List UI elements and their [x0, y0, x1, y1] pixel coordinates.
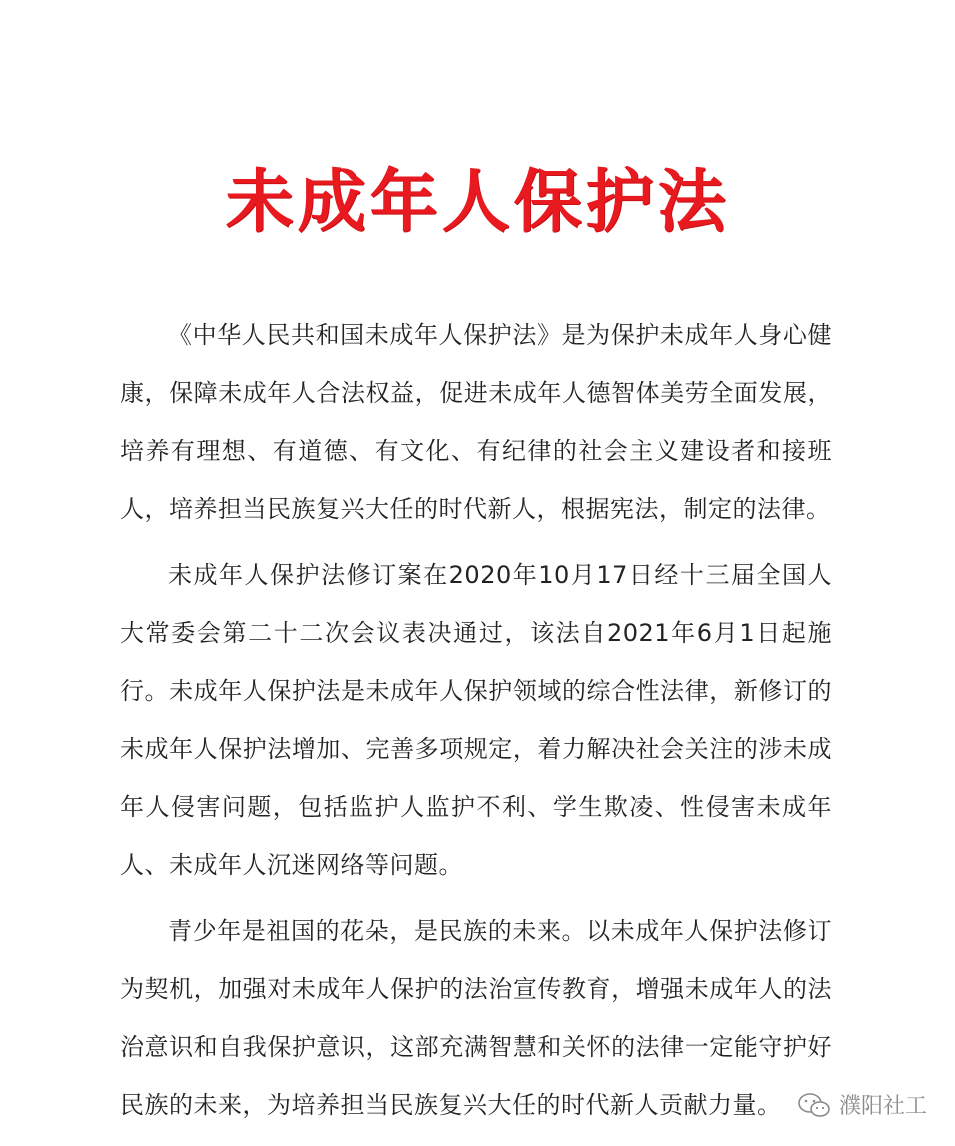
paragraph-intro: 《中华人民共和国未成年人保护法》是为保护未成年人身心健康，保障未成年人合法权益，促进未成年人德智体美劳全面发展，培养有理想、有道德、有文化、有纪律的社会主义建设者和接班人，培养担当民族复兴大任的时代新人，根据宪法，制定的法律。 [120, 321, 832, 523]
wechat-icon [797, 1092, 831, 1118]
article-body [120, 306, 832, 1142]
page-title: 未成年人保护法 [225, 163, 730, 242]
paragraph-conclusion: 青少年是祖国的花朵，是民族的未来。以未成年人保护法修订为契机，加强对未成年人保护的法治宣传教育，增强未成年人的法治意识和自我保护意识，这部充满智慧和关怀的法律一定能守护好民族的未来，为培养担当民族复兴大任的时代新人贡献力量。 [120, 917, 832, 1119]
watermark [797, 1089, 927, 1120]
watermark-text: 濮阳社工 [838, 1094, 927, 1119]
paragraph-revision: 未成年人保护法修订案在2020年10月17日经十三届全国人大常委会第二十二次会议表决通过，该法自2021年6月1日起施行。未成年人保护法是未成年人保护领域的综合性法律，新修订的未成年人保护法增加、完善多项规定，着力解决社会关注的涉未成年人侵害问题，包括监护人监护不利、学生欺凌、性侵害未成年人、未成年人沉迷网络等问题。 [120, 561, 832, 879]
